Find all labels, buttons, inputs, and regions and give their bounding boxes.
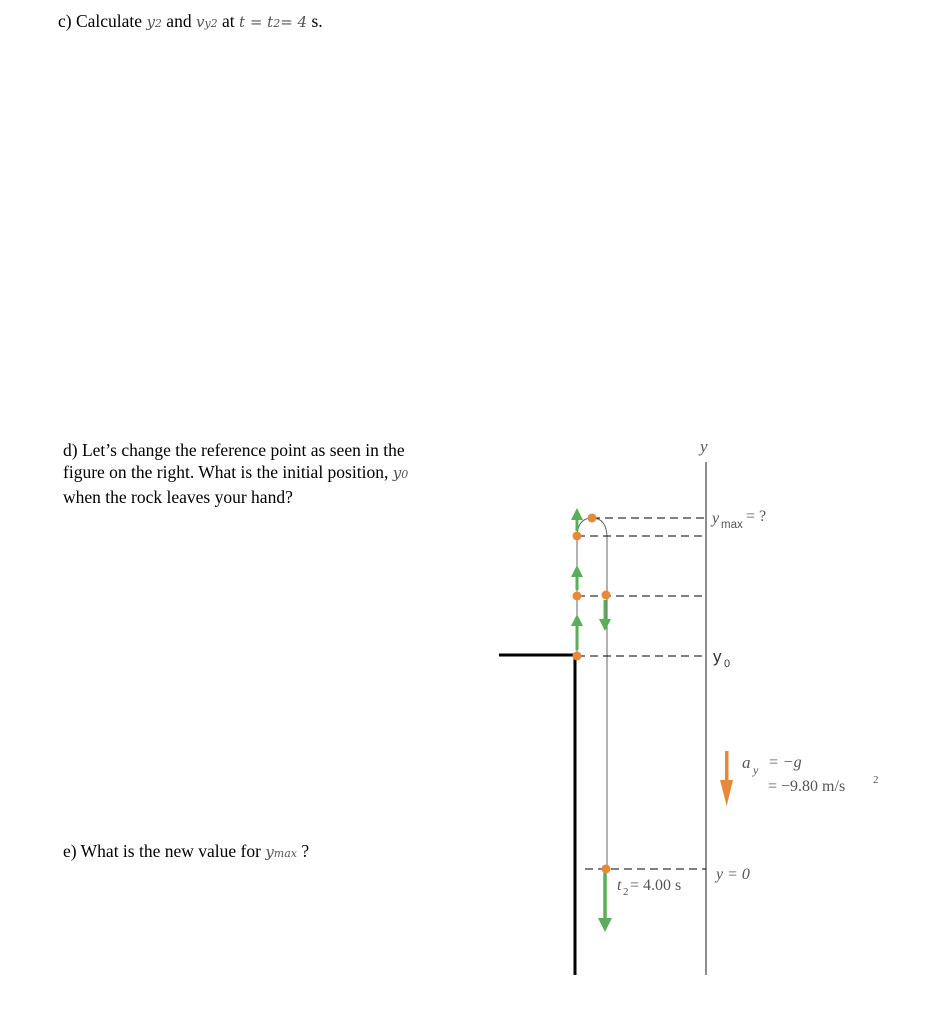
question-c-and: and — [161, 11, 196, 31]
accel-label: a — [742, 753, 751, 772]
y-axis-label: y — [700, 437, 708, 456]
trajectory-path — [577, 518, 607, 870]
accel-arrow-shaft — [725, 751, 729, 784]
question-d-line1: d) Let’s change the reference point as seen in the — [63, 440, 405, 460]
var-y2-symbol: y — [146, 13, 155, 31]
t2-label-subscript: 2 — [623, 886, 629, 898]
question-d-line2-text: figure on the right. What is the initial position, — [63, 462, 393, 482]
accel-eq2-exponent: 2 — [873, 774, 879, 786]
var-y2-subscript: 2 — [154, 17, 162, 30]
var-y0-symbol: y — [392, 464, 402, 482]
var-vy2-symbol: v — [195, 13, 205, 31]
ymax-label — [710, 510, 720, 527]
origin-label: y = 0 — [716, 866, 750, 883]
accel-eq1: = −g — [768, 754, 802, 771]
accel-eq2: = −9.80 m/s — [768, 778, 846, 795]
position-dot-2 — [573, 532, 582, 541]
question-c-text: c) Calculate — [58, 11, 147, 31]
question-c-at: at — [217, 11, 240, 31]
position-dot-ymax — [588, 514, 597, 523]
var-y0-subscript: 0 — [401, 468, 409, 481]
position-dot-3-down — [602, 591, 611, 600]
question-e-tail: ? — [297, 841, 310, 861]
equation-t2-tail: = 4 — [280, 13, 308, 31]
position-dot-3 — [573, 592, 582, 601]
question-d-line3: when the rock leaves your hand? — [63, 487, 293, 507]
ymax-label-subscript: max — [721, 519, 743, 531]
equation-t2-main: t = t — [239, 13, 274, 31]
accel-arrow-head — [720, 780, 733, 806]
var-ymax-symbol: y — [265, 843, 274, 861]
y0-label-subscript: 0 — [724, 658, 731, 670]
cliff-line — [499, 655, 575, 975]
question-e-text: e) What is the new value for — [63, 841, 266, 861]
position-dot-t2 — [602, 865, 611, 874]
question-c-unit: s. — [307, 11, 323, 31]
position-dot-start — [573, 652, 582, 661]
ymax-value: = ? — [746, 508, 767, 525]
y0-label: y — [713, 647, 722, 666]
equation-t2-subscript: 2 — [273, 17, 281, 30]
accel-label-subscript: y — [753, 763, 759, 777]
var-vy2-subscript: y2 — [204, 17, 218, 30]
t2-label: t — [617, 877, 622, 894]
ymax-label-symbol: y — [712, 510, 720, 527]
var-ymax-subscript: max — [273, 847, 297, 860]
t2-value: = 4.00 s — [630, 877, 682, 894]
